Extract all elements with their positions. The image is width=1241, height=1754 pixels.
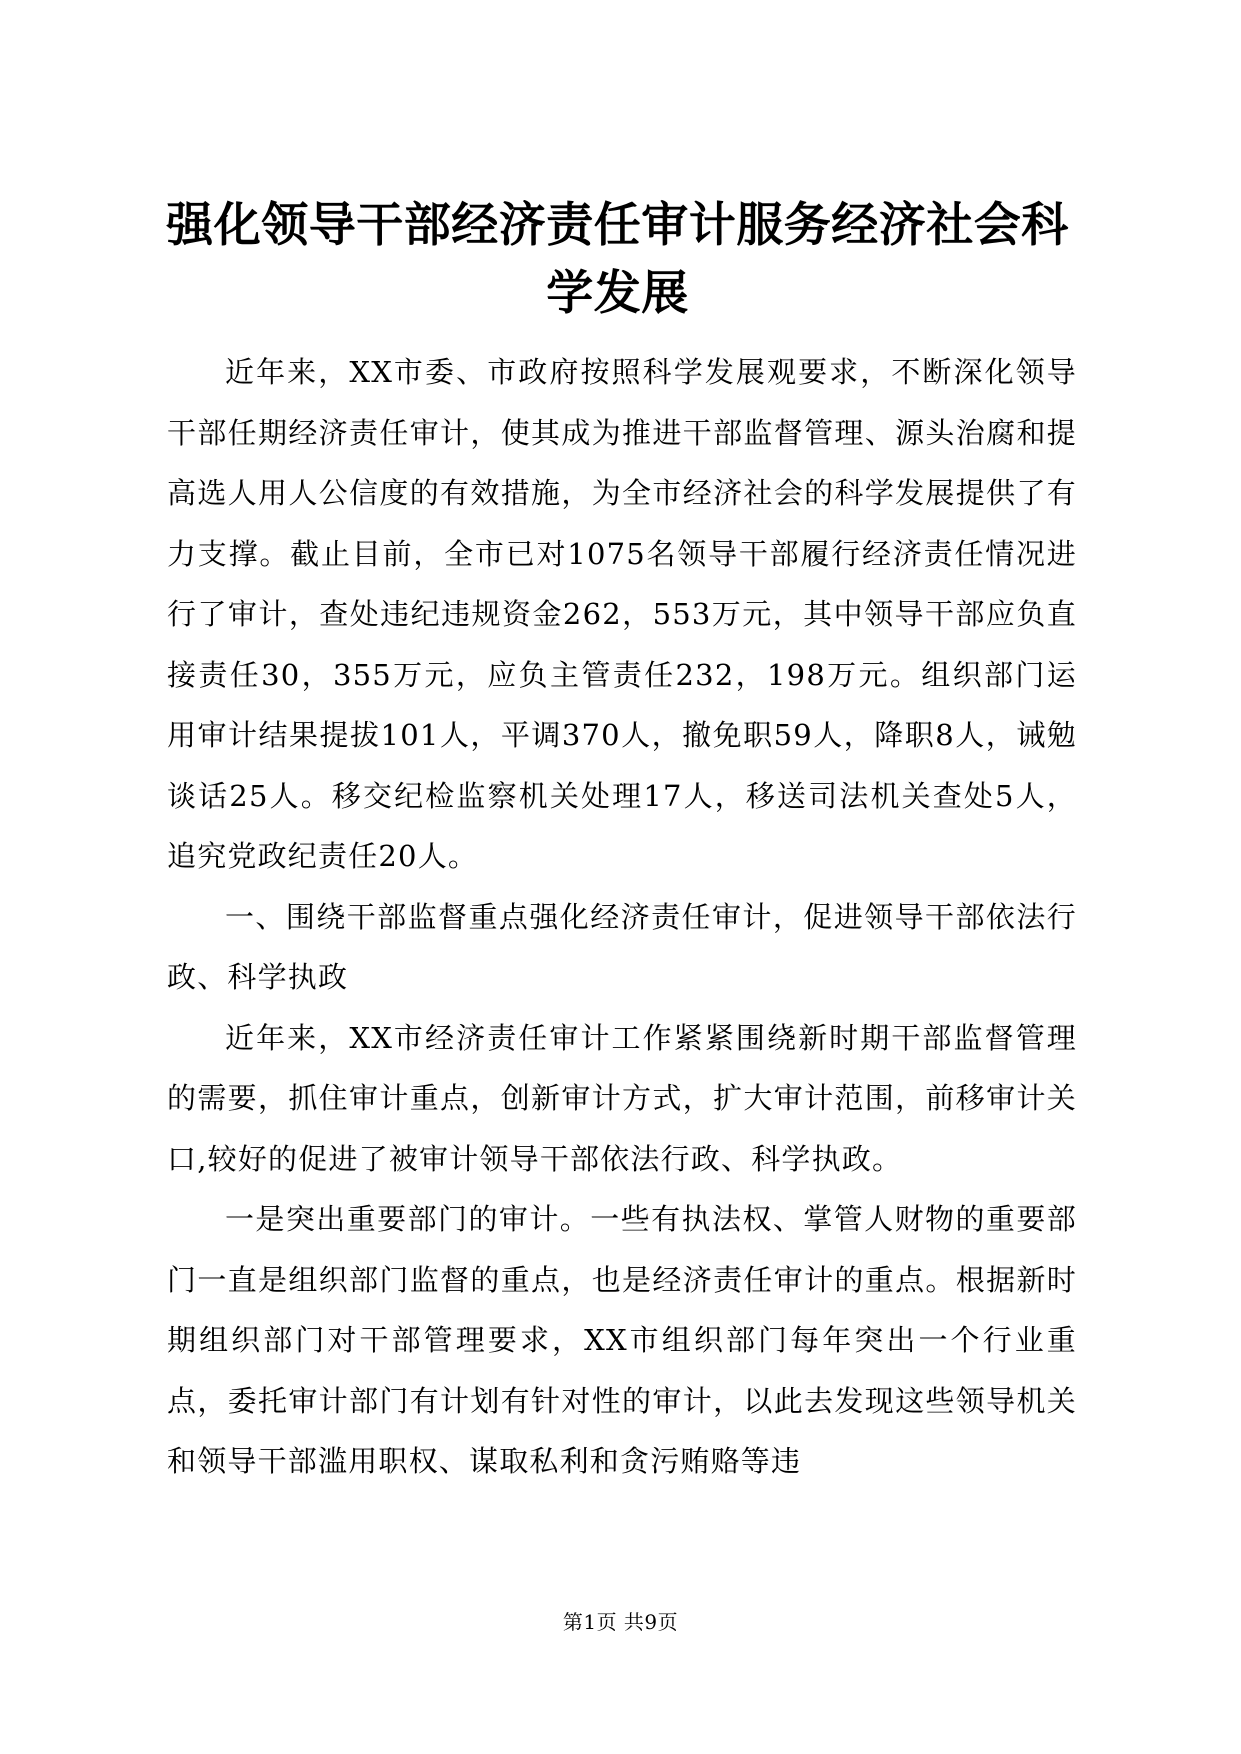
document-title: 强化领导干部经济责任审计服务经济社会科学发展 [166,198,1069,321]
section-heading-1: 一、围绕干部监督重点强化经济责任审计，促进领导干部依法行政、科学执政 [167,899,1077,994]
document-body [167,342,1077,1492]
page-number-footer: 第1页 共9页 [562,1610,679,1634]
paragraph-intro: 近年来，XX市委、市政府按照科学发展观要求，不断深化领导干部任期经济责任审计，使其成为推进干部监督管理、源头治腐和提高选人用人公信度的有效措施，为全市经济社会的科学发展提供了有力支撑。截止目前，全市已对1075名领导干部履行经济责任情况进行了审计，查处违纪违规资金262，553万元，其中领导干部应负直接责任30，355万元，应负主管责任232，198万元。组织部门运用审计结果提拔101人，平调370人，撤免职59人，降职8人，诫勉谈话25人。移交纪检监察机关处理17人，移送司法机关查处5人，追究党政纪责任20人。 [167,355,1077,873]
paragraph-section-1: 近年来，XX市经济责任审计工作紧紧围绕新时期干部监督管理的需要，抓住审计重点，创新审计方式，扩大审计范围，前移审计关口,较好的促进了被审计领导干部依法行政、科学执政。 [167,1020,1077,1176]
paragraph-key-departments: 一是突出重要部门的审计。一些有执法权、掌管人财物的重要部门一直是组织部门监督的重点，也是经济责任审计的重点。根据新时期组织部门对干部管理要求，XX市组织部门每年突出一个行业重点，委托审计部门有计划有针对性的审计，以此去发现这些领导机关和领导干部滥用职权、谋取私利和贪污贿赂等违 [167,1202,1077,1478]
